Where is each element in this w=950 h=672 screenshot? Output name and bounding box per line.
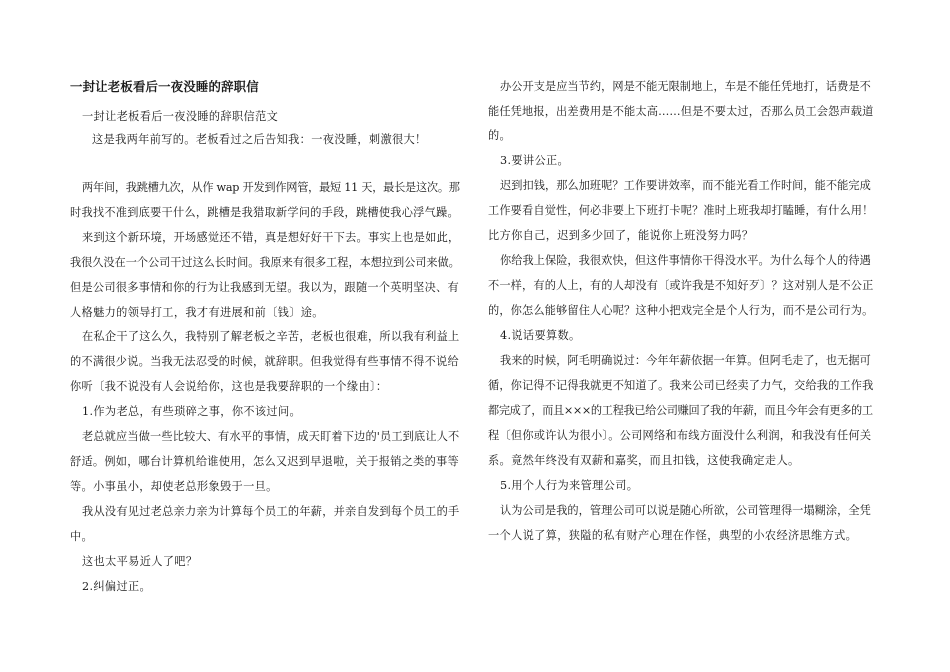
paragraph-line: 循，你记得不记得我就更不知道了。我来公司已经卖了力气，交给我的工作我: [488, 379, 874, 392]
paragraph-line: 工作要看自觉性，何必非要上下班打卡呢？准时上班我却打瞌睡，有什么用！: [488, 204, 874, 217]
paragraph-line: 程〔但你或许认为很小〕。公司网络和布线方面没什么利润，和我没有任何关: [488, 429, 872, 442]
paragraph-line: 我很久没在一个公司干过这么长时间。我原来有很多工程，本想拉到公司来做。: [70, 256, 460, 269]
paragraph-line: 系。竟然年终没有双薪和嘉奖，而且扣钱，这使我确定走人。: [488, 454, 800, 467]
paragraph-line: 人格魅力的领导打工，我才有进展和前〔钱〕途。: [70, 306, 324, 319]
paragraph-line: 一封让老板看后一夜没睡的辞职信范文: [82, 110, 279, 123]
paragraph-line: 认为公司是我的，管理公司可以说是随心所欲，公司管理得一塌糊涂，全凭: [500, 504, 871, 517]
paragraph-line: 的，你怎么能够留住人心呢？这种小把戏完全是个人行为，而不是公司行为。: [488, 304, 874, 317]
paragraph-line: 办公开支是应当节约，网是不能无限制地上，车是不能任凭地打，话费是不: [500, 80, 871, 93]
paragraph-line: 你听〔我不说没有人会说给你，这也是我要辞职的一个缘由〕：: [70, 380, 388, 393]
paragraph-line: 在私企干了这么久，我特别了解老板之辛苦，老板也很难，所以我有利益上: [82, 330, 460, 343]
paragraph-line: 一个人说了算，狭隘的私有财产心理在作怪，典型的小农经济思维方式。: [488, 529, 858, 542]
paragraph-line: 我来的时候，阿毛明确说过：今年年薪依据一年算。但阿毛走了，也无据可: [500, 354, 871, 367]
document-title: 一封让老板看后一夜没睡的辞职信: [70, 79, 259, 94]
paragraph-line: 的。: [488, 129, 512, 142]
paragraph-line: 中。: [70, 530, 94, 543]
section-heading: 5.用个人行为来管理公司。: [500, 479, 639, 492]
paragraph-line: 这是我两年前写的。老板看过之后告知我：一夜没睡，刺激很大！: [92, 133, 427, 146]
paragraph-line: 不一样，有的人上，有的人却没有〔或许我是不知好歹〕？这对别人是不公正: [488, 279, 874, 292]
paragraph-line: 等。小事虽小，却使老总形象毁于一旦。: [70, 480, 278, 493]
section-heading: 3.要讲公正。: [500, 154, 570, 167]
paragraph-line: 来到这个新环境，开场感觉还不错，真是想好好干下去。事实上也是如此，: [82, 231, 460, 244]
paragraph-line: 舒适。例如，哪台计算机给谁使用，怎么又迟到早退啦，关于报销之类的事等: [70, 455, 459, 468]
section-heading: 4.说话要算数。: [500, 329, 581, 342]
paragraph-line: 这也太平易近人了吧？: [82, 555, 198, 568]
paragraph-line: 都完成了，而且×××的工程我已给公司赚回了我的年薪，而且今年会有更多的工: [488, 404, 873, 417]
paragraph-line: 迟到扣钱，那么加班呢？工作要讲效率，而不能光看工作时间，能不能完成: [500, 179, 871, 192]
paragraph-line: 你给我上保险，我很欢快，但这件事情你干得没水平。为什么每个人的待遇: [500, 254, 871, 267]
paragraph-line: 时我找不准到底要干什么，跳槽是我猎取新学问的手段，跳槽使我心浮气躁。: [70, 206, 459, 219]
section-heading: 1.作为老总，有些琐碎之事，你不该过问。: [82, 405, 302, 418]
paragraph-line: 我从没有见过老总亲力亲为计算每个员工的年薪，并亲自发到每个员工的手: [82, 505, 460, 518]
paragraph-line: 两年间，我跳槽九次，从作 wap 开发到作网管，最短 11 天，最长是这次。那: [82, 181, 460, 194]
paragraph-line: 老总就应当做一些比较大、有水平的事情，成天盯着下边的'员工到底让人不: [82, 430, 460, 443]
section-heading: 2.纠偏过正。: [82, 580, 152, 593]
paragraph-line: 但是公司很多事情和你的行为让我感到无望。我以为，跟随一个英明坚决、有: [70, 281, 459, 294]
paragraph-line: 比方你自己，迟到多少回了，能说你上班没努力吗？: [488, 229, 754, 242]
paragraph-line: 能任凭地报，出差费用是不能太高……但是不要太过，否那么员工会怨声载道: [488, 105, 874, 118]
paragraph-line: 的不满很少说。当我无法忍受的时候，就辞职。但我觉得有些事情不得不说给: [70, 355, 459, 368]
